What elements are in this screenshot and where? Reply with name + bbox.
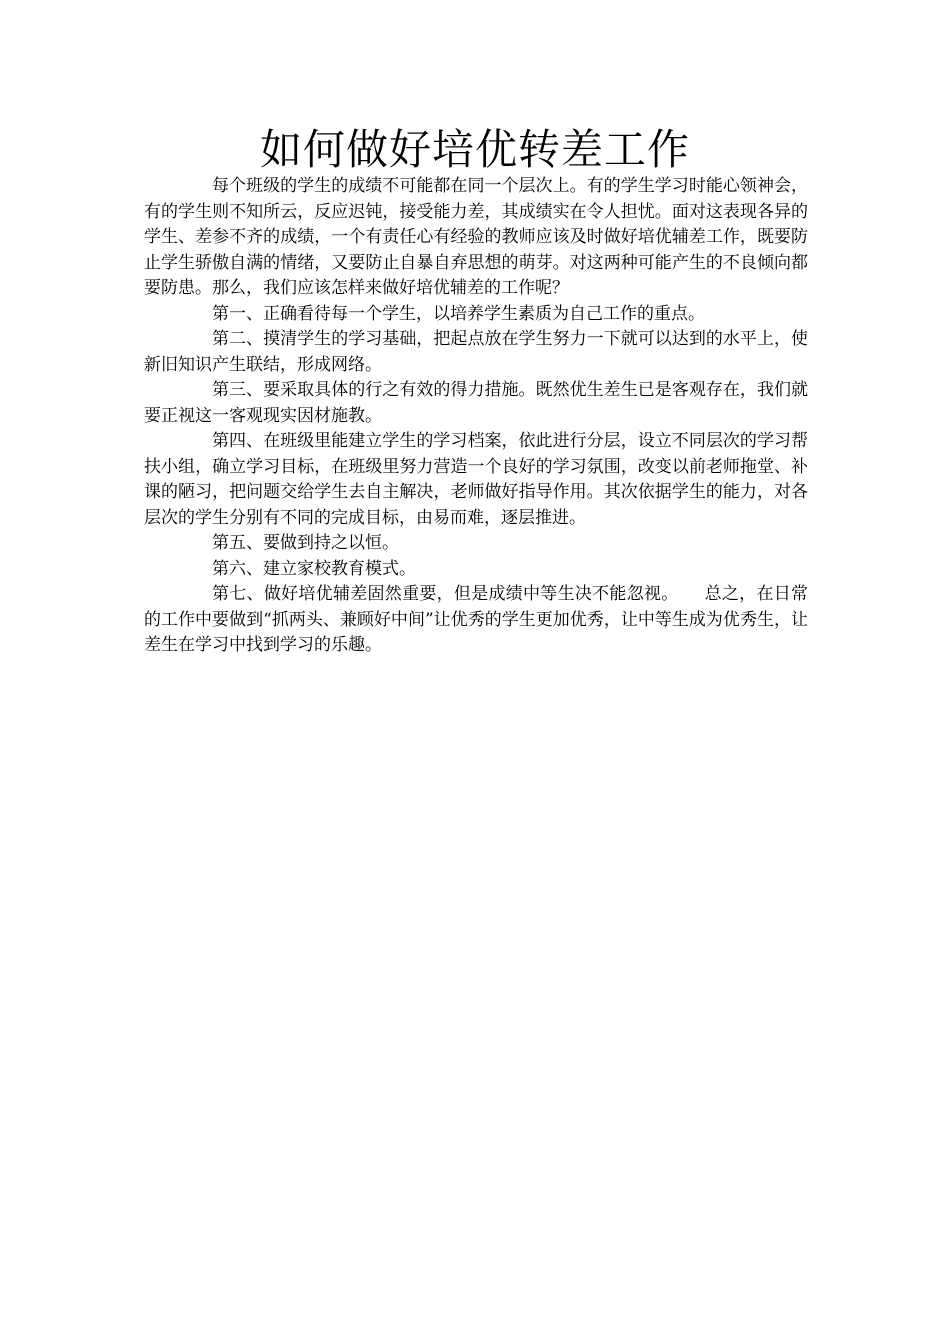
paragraph-point-3: 第三、要采取具体的行之有效的得力措施。既然优生差生已是客观存在，我们就要正视这一客观现实因材施教。: [144, 380, 808, 426]
paragraph-point-4: 第四、在班级里能建立学生的学习档案，依此进行分层，设立不同层次的学习帮扶小组，确立学习目标，在班级里努力营造一个良好的学习氛围，改变以前老师拖堂、补课的陋习，把问题交给学生去自主解决，老师做好指导作用。其次依据学生的能力，对各层次的学生分别有不同的完成目标，由易而难，逐层推进。: [144, 431, 808, 528]
document-body: [144, 174, 808, 659]
document-title: 如何做好培优转差工作: [259, 125, 690, 174]
paragraph-point-1: 第一、正确看待每一个学生，以培养学生素质为自己工作的重点。: [212, 303, 705, 324]
paragraph-intro: 每个班级的学生的成绩不可能都在同一个层次上。有的学生学习时能心领神会，有的学生则不知所云，反应迟钝，接受能力差，其成绩实在令人担忧。面对这表现各异的学生、差参不齐的成绩，一个有责任心有经验的教师应该及时做好培优辅差工作，既要防止学生骄傲自满的情绪，又要防止自暴自弃思想的萌芽。对这两种可能产生的不良倾向都要防患。那么，我们应该怎样来做好培优辅差的工作呢？: [144, 176, 808, 298]
paragraph-point-7-conclusion: 第七、做好培优辅差固然重要，但是成绩中等生决不能忽视。 总之，在日常的工作中要做到“抓两头、兼顾好中间”让优秀的学生更加优秀，让中等生成为优秀生，让差生在学习中找到学习的乐趣。: [144, 584, 808, 655]
paragraph-point-6: 第六、建立家校教育模式。: [212, 558, 416, 579]
paragraph-point-2: 第二、摸清学生的学习基础，把起点放在学生努力一下就可以达到的水平上，使新旧知识产生联结，形成网络。: [144, 329, 808, 375]
paragraph-point-5: 第五、要做到持之以恒。: [212, 533, 399, 553]
